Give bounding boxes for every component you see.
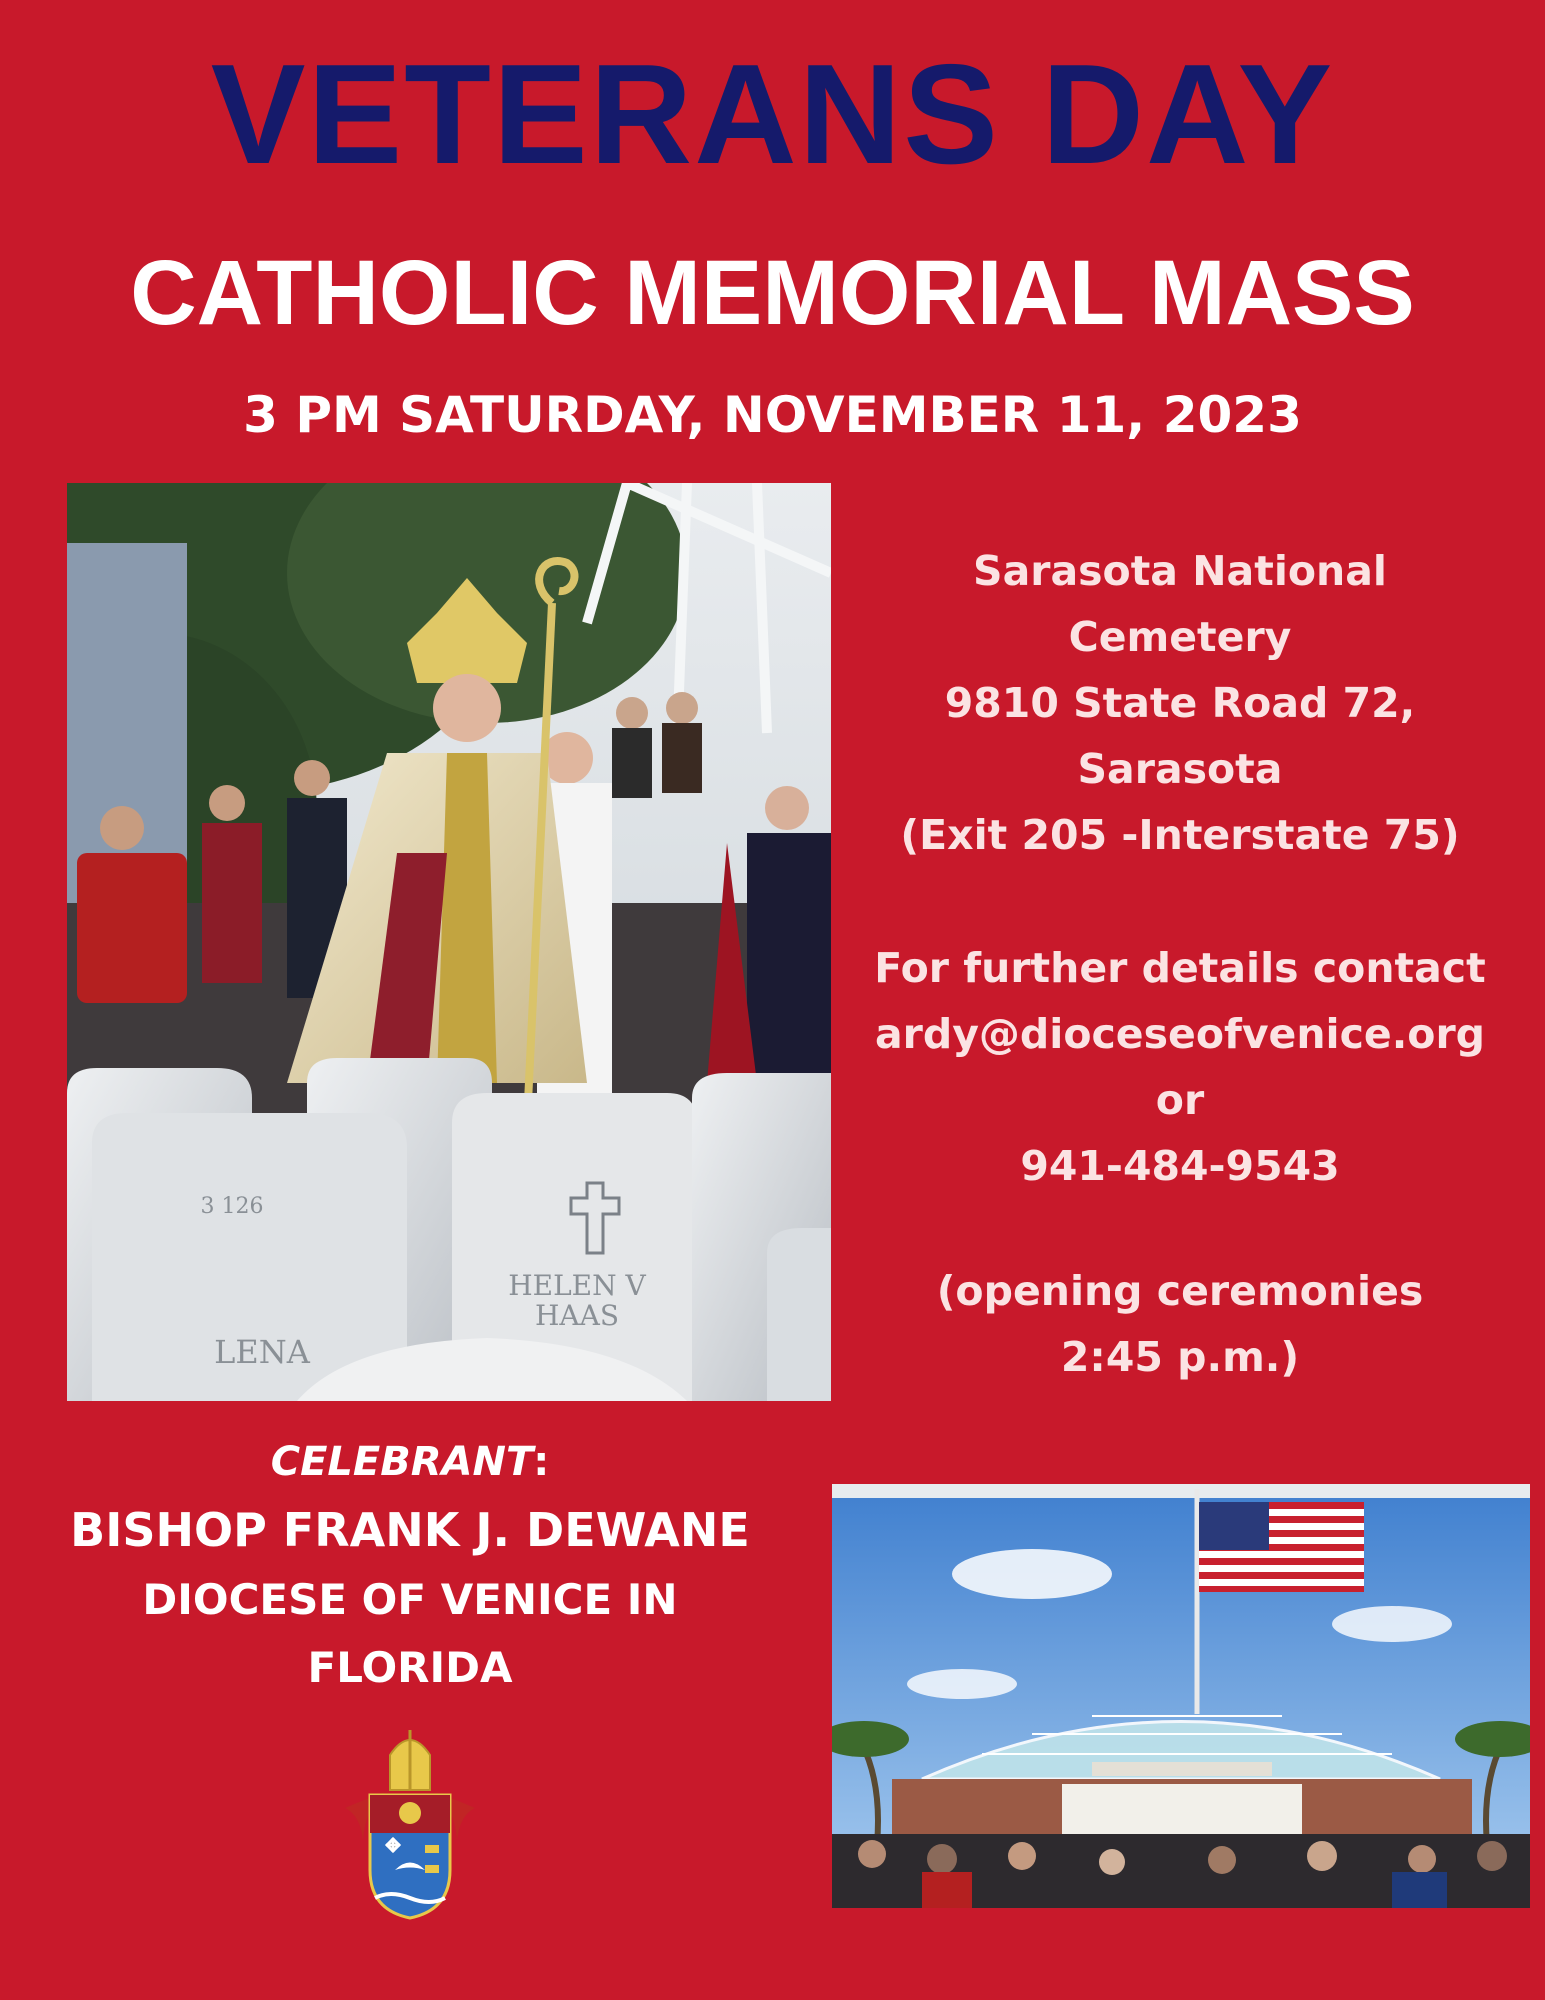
event-subtitle: CATHOLIC MEMORIAL MASS (130, 242, 1415, 344)
celebrant-name: BISHOP FRANK J. DEWANE (70, 1503, 750, 1557)
headstone-name-lena: LENA (214, 1333, 310, 1371)
venue-line-1: Sarasota National (973, 547, 1387, 595)
headstone-name-first: HELEN V (508, 1269, 646, 1302)
contact-email[interactable]: ardy@dioceseofvenice.org (874, 1010, 1486, 1058)
celebrant-block (20, 1430, 800, 1702)
headstone-number: 3 126 (200, 1194, 264, 1219)
contact-info (860, 935, 1500, 1199)
venue-line-4: Sarasota (1077, 745, 1283, 793)
event-datetime: 3 PM SATURDAY, NOVEMBER 11, 2023 (243, 386, 1302, 444)
contact-intro: For further details contact (874, 944, 1486, 992)
venue-line-3: 9810 State Road 72, (944, 679, 1416, 727)
celebrant-diocese (20, 1566, 800, 1702)
venue-info (860, 538, 1500, 868)
venue-line-2: Cemetery (1068, 613, 1292, 661)
event-title: VETERANS DAY (210, 35, 1335, 194)
diocese-crest-icon (335, 1720, 485, 1920)
pavilion-flag-photo (832, 1484, 1530, 1908)
contact-phone[interactable]: 941-484-9543 (1020, 1142, 1340, 1190)
opening-line-2: 2:45 p.m.) (1060, 1333, 1300, 1381)
opening-ceremonies (860, 1258, 1500, 1390)
celebrant-label-colon: : (533, 1439, 550, 1485)
contact-or: or (1155, 1076, 1205, 1124)
opening-line-1: (opening ceremonies (936, 1267, 1424, 1315)
headstone-name-last: HAAS (534, 1299, 620, 1332)
venue-line-5: (Exit 205 -Interstate 75) (900, 811, 1460, 859)
celebrant-label (20, 1430, 800, 1494)
celebrant-diocese-line-1: DIOCESE OF VENICE IN (142, 1575, 678, 1624)
bishop-cemetery-photo (67, 483, 831, 1401)
celebrant-diocese-line-2: FLORIDA (307, 1643, 513, 1692)
celebrant-label-text: CELEBRANT (270, 1439, 534, 1485)
